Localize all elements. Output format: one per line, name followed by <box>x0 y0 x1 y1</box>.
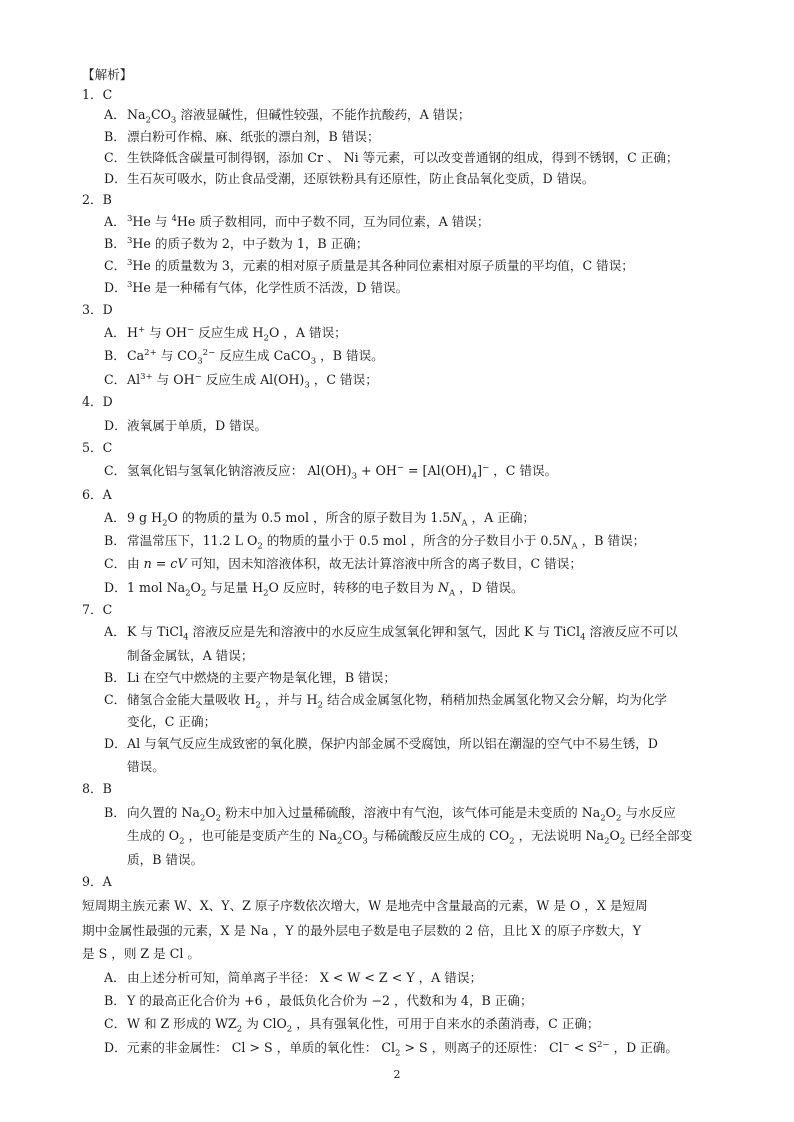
section-header: 【解析】 <box>82 67 133 82</box>
option-explanation: C．W 和 Z 形成的 $WZ_2$ 为 ClO$_2$ ，具有强氧化性，可用于自来水的杀菌消毒，C 正确； <box>104 1016 600 1035</box>
option-explanation-continued: 生成的 $O_2$ ，也可能是变质产生的 $Na_2CO_3$ 与稀硫酸反应生成的 $CO_2$ ，无法说明 $Na_2O_2$ 已经全部变 <box>127 828 693 847</box>
option-explanation: C．氢氧化铝与氢氧化钠溶液反应： $Al(OH)_3 + OH^- = [Al(OH)_4]^-$ ，C 错误。 <box>104 462 558 482</box>
option-explanation: B．向久置的 $Na_2O_2$ 粉末中加入过量稀硫酸，溶液中有气泡，该气体可能是未变质的 $Na_2O_2$ 与水反应 <box>104 805 676 824</box>
question-analysis-text: 是 S ，则 Z 是 Cl 。 <box>82 946 201 961</box>
option-explanation: C．生铁降低含碳量可制得钢，添加 Cr 、 Ni 等元素，可以改变普通钢的组成，得到不锈钢，C 正确； <box>104 148 679 168</box>
option-explanation-continued: 制备金属钛，A 错误； <box>127 648 254 663</box>
page-number: 2 <box>393 1068 401 1081</box>
option-explanation: A．9 g $H_2O$ 的物质的量为 0.5 mol ，所含的原子数目为 $1.5N_A$ ，A 正确； <box>104 510 536 529</box>
option-explanation: B．$Ca^{2+}$ 与 $CO_3^{2-}$ 反应生成 CaCO$_3$ ，B 错误。 <box>104 347 384 367</box>
option-label: B． <box>104 533 126 548</box>
option-explanation: A．K 与 TiCl$_4$ 溶液反应是先和溶液中的水反应生成氢氧化钾和氢气，因此 K 与 TiCl$_4$ 溶液反应不可以 <box>104 624 678 643</box>
option-label: B． <box>104 805 126 820</box>
option-label: A． <box>104 214 126 229</box>
option-label: A． <box>104 325 126 340</box>
option-explanation: D．Al 与氧气反应生成致密的氧化膜，保护内部金属不受腐蚀，所以铝在潮湿的空气中不易生锈，D <box>104 734 658 754</box>
option-explanation: D．元素的非金属性： Cl > S ，单质的氧化性： $Cl_2 > S$ ，则离子的还原性： $Cl^- < S^{2-}$ ，D 正确。 <box>104 1039 678 1059</box>
option-label: C． <box>104 1016 127 1031</box>
option-label: D． <box>104 736 127 751</box>
option-label: C． <box>104 150 127 165</box>
question-analysis-text: 短周期主族元素 W、X、Y、Z 原子序数依次增大，W 是地壳中含量最高的元素，W 是 O ，X 是短周 <box>82 898 648 913</box>
option-label: B． <box>104 129 126 144</box>
option-label: A． <box>104 510 126 525</box>
question-answer: 5．C <box>82 440 113 455</box>
option-explanation-continued: 质，B 错误。 <box>127 852 204 867</box>
option-label: C． <box>104 692 127 707</box>
option-explanation: D．液氧属于单质，D 错误。 <box>104 416 267 436</box>
option-explanation: B．漂白粉可作棉、麻、纸张的漂白剂，B 错误； <box>104 127 380 147</box>
option-label: C． <box>104 258 127 273</box>
option-label: D． <box>104 580 127 595</box>
question-answer: 2．B <box>82 192 112 207</box>
option-explanation: D．1 mol $Na_2O_2$ 与足量 $H_2O$ 反应时，转移的电子数目为 $N_A$ ，D 错误。 <box>104 580 524 599</box>
option-explanation: D．生石灰可吸水，防止食品受潮，还原铁粉具有还原性，防止食品氧化变质，D 错误。 <box>104 169 594 189</box>
option-label: C． <box>104 463 127 478</box>
option-label: B． <box>104 236 126 251</box>
option-explanation: C．$^3$He 的质量数为 3，元素的相对原子质量是其各种同位素相对原子质量的平均值，C 错误； <box>104 256 634 276</box>
question-answer: 6．A <box>82 487 112 502</box>
option-explanation: B．$^3$He 的质子数为 2，中子数为 1，B 正确； <box>104 234 368 254</box>
option-label: C． <box>104 556 127 571</box>
question-answer: 4．D <box>82 394 113 409</box>
option-explanation-continued: 错误。 <box>127 759 165 774</box>
question-analysis-text: 期中金属性最强的元素，X 是 Na ，Y 的最外层电子数是电子层数的 2 倍，且比 X 的原子序数大，Y <box>82 923 642 938</box>
option-explanation: A．由上述分析可知，简单离子半径： X < W < Z < Y ，A 错误； <box>104 968 482 988</box>
option-label: C． <box>104 372 127 387</box>
option-label: D． <box>104 1040 127 1055</box>
question-answer: 7．C <box>82 602 113 617</box>
option-explanation: B．Li 在空气中燃烧的主要产物是氧化锂，B 错误； <box>104 668 396 688</box>
option-explanation: A．$^3$He 与 $^4$He 质子数相同，而中子数不同，互为同位素，A 错误； <box>104 212 490 232</box>
option-explanation: A．$Na_2CO_3$ 溶液显碱性，但碱性较强，不能作抗酸药，A 错误； <box>104 107 471 126</box>
option-explanation: C．由 n = cV 可知，因未知溶液体积，故无法计算溶液中所含的离子数目，C 错误； <box>104 554 582 574</box>
option-explanation: A．H+ 与 OH− 反应生成 $H_2O$ ，A 错误； <box>104 324 347 344</box>
question-answer: 9．A <box>82 874 112 889</box>
option-label: D． <box>104 171 127 186</box>
question-answer: 3．D <box>82 302 113 317</box>
question-answer: 1．C <box>82 87 113 102</box>
option-label: B． <box>104 348 126 363</box>
option-explanation: B．Y 的最高正化合价为 +6 ，最低负化合价为 −2 ，代数和为 4，B 正确； <box>104 991 533 1011</box>
option-explanation-continued: 变化，C 正确； <box>127 714 217 729</box>
option-label: A． <box>104 107 126 122</box>
option-explanation: B．常温常压下，11.2 L $O_2$ 的物质的量小于 0.5 mol ，所含的分子数目小于 $0.5N_A$ ，B 错误； <box>104 533 646 552</box>
option-label: B． <box>104 993 126 1008</box>
option-label: A． <box>104 970 126 985</box>
option-explanation: C．储氢合金能大量吸收 $H_2$ ，并与 $H_2$ 结合成金属氢化物，稍稍加热金属氢化物又会分解，均为化学 <box>104 692 668 711</box>
option-label: B． <box>104 670 126 685</box>
option-label: A． <box>104 624 126 639</box>
option-label: D． <box>104 418 127 433</box>
option-explanation: D．$^3$He 是一种稀有气体，化学性质不活泼，D 错误。 <box>104 278 408 298</box>
option-label: D． <box>104 280 127 295</box>
option-explanation: C．$Al^{3+}$ 与 OH− 反应生成 $Al(OH)_3$ ，C 错误； <box>104 371 378 391</box>
question-answer: 8．B <box>82 781 112 796</box>
